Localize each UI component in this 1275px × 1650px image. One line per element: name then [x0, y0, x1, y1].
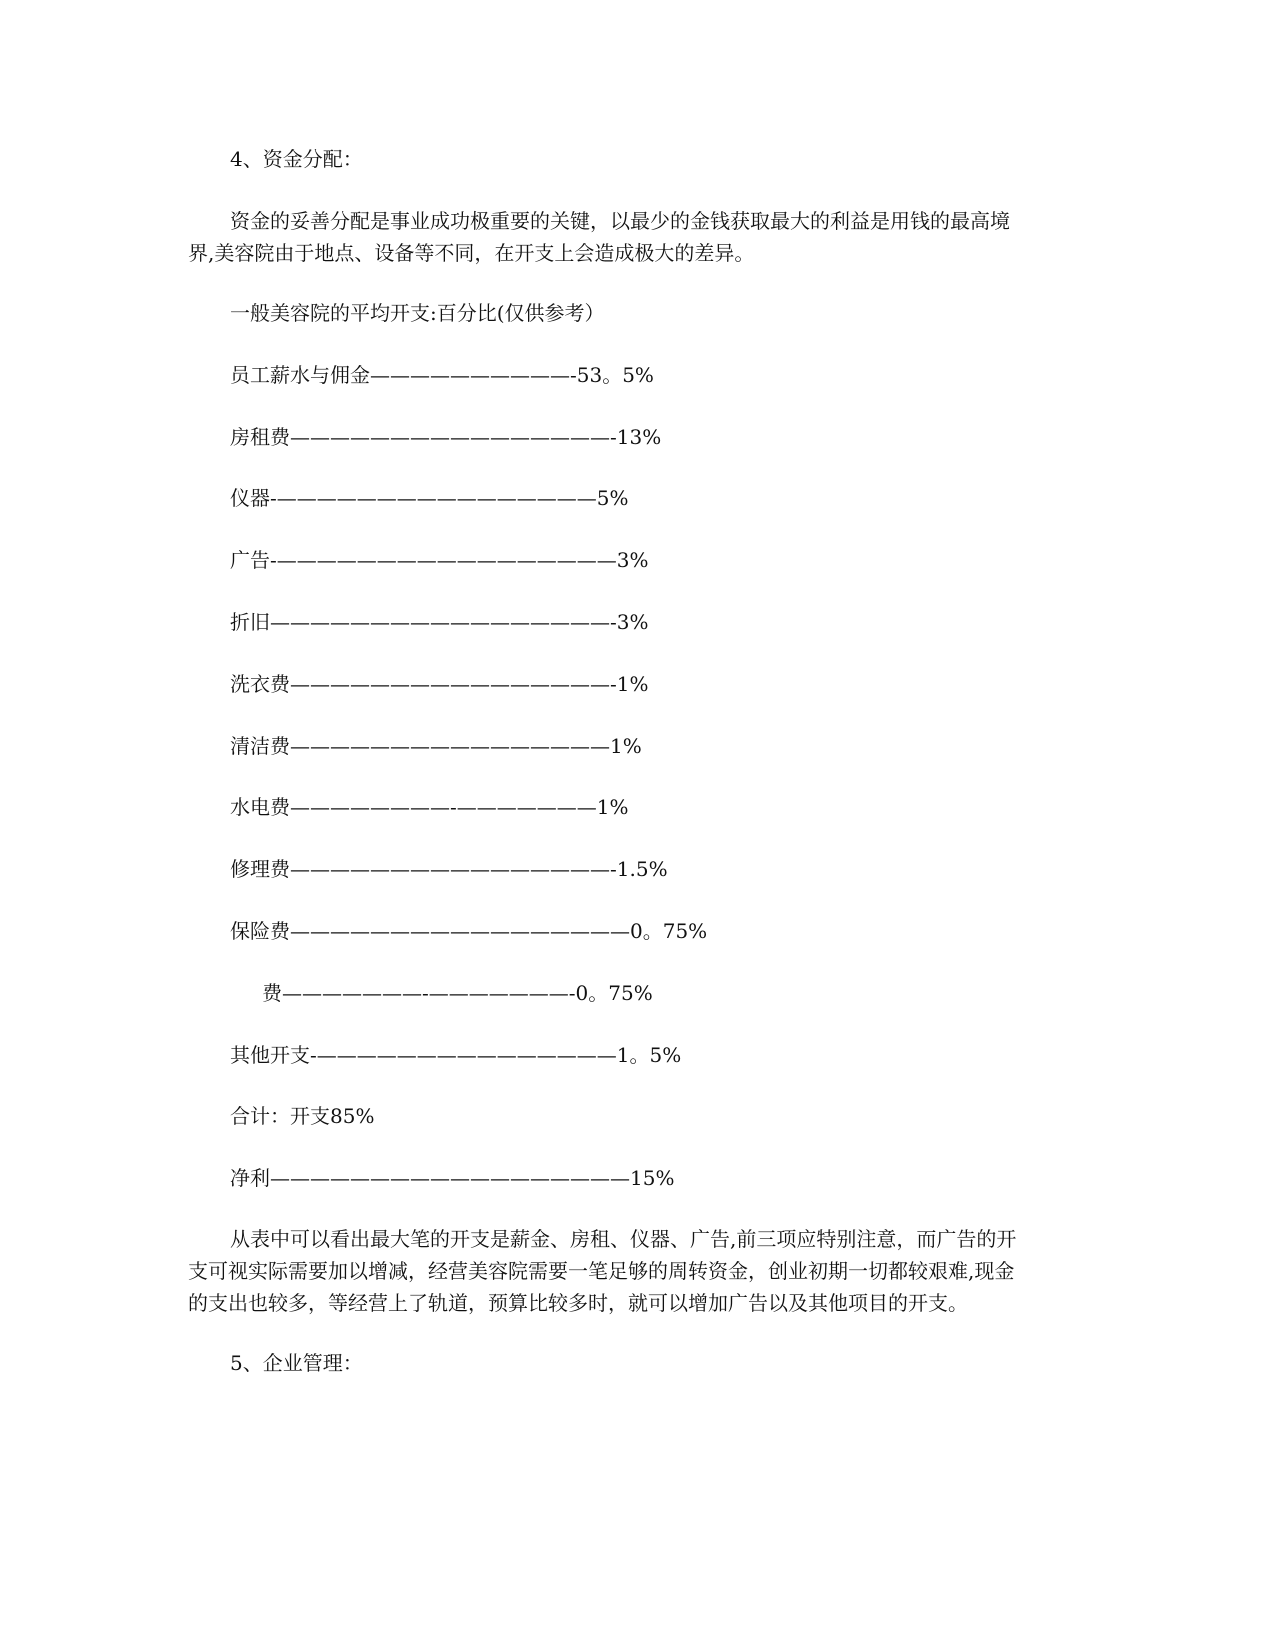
intro-paragraph-line: 界,美容院由于地点、设备等不同，在开支上会造成极大的差异。 [188, 241, 755, 265]
expense-item-advertising: 广告-—————————————————3% [230, 548, 649, 572]
summary-paragraph [188, 1223, 1088, 1319]
expense-item-other: 其他开支-———————————————1。5% [230, 1043, 682, 1067]
expense-item-equipment: 仪器-————————————————5% [230, 486, 629, 510]
expense-total: 合计：开支85% [230, 1104, 375, 1128]
expense-item-rent: 房租费————————————————-13% [230, 425, 662, 449]
expense-item-insurance: 保险费—————————————————0。75% [230, 919, 708, 943]
table-caption: 一般美容院的平均开支:百分比(仅供参考） [230, 301, 605, 325]
expense-item-utilities: 水电费————————-———————1% [230, 795, 629, 819]
expense-item-depreciation: 折旧—————————————————-3% [230, 610, 649, 634]
section-4-heading: 4、资金分配： [230, 147, 363, 171]
summary-paragraph-line: 支可视实际需要加以增减，经营美容院需要一笔足够的周转资金，创业初期一切都较艰难,现金 [188, 1259, 1015, 1283]
expense-item-laundry: 洗衣费————————————————-1% [230, 672, 649, 696]
expense-item-repair: 修理费————————————————-1.5% [230, 857, 668, 881]
summary-paragraph-line: 从表中可以看出最大笔的开支是薪金、房租、仪器、广告,前三项应特别注意，而广告的开 [230, 1227, 1017, 1251]
summary-paragraph-line: 的支出也较多，等经营上了轨道，预算比较多时，就可以增加广告以及其他项目的开支。 [188, 1291, 968, 1315]
intro-paragraph [188, 205, 1088, 269]
net-profit: 净利——————————————————15% [230, 1166, 675, 1190]
expense-item-fee: 费———————-———————-0。75% [262, 981, 653, 1005]
expense-item-cleaning: 清洁费————————————————1% [230, 734, 642, 758]
section-5-heading: 5、企业管理： [230, 1351, 363, 1375]
intro-paragraph-line: 资金的妥善分配是事业成功极重要的关键，以最少的金钱获取最大的利益是用钱的最高境 [230, 209, 1010, 233]
expense-item-salary: 员工薪水与佣金——————————-53。5% [230, 363, 654, 387]
